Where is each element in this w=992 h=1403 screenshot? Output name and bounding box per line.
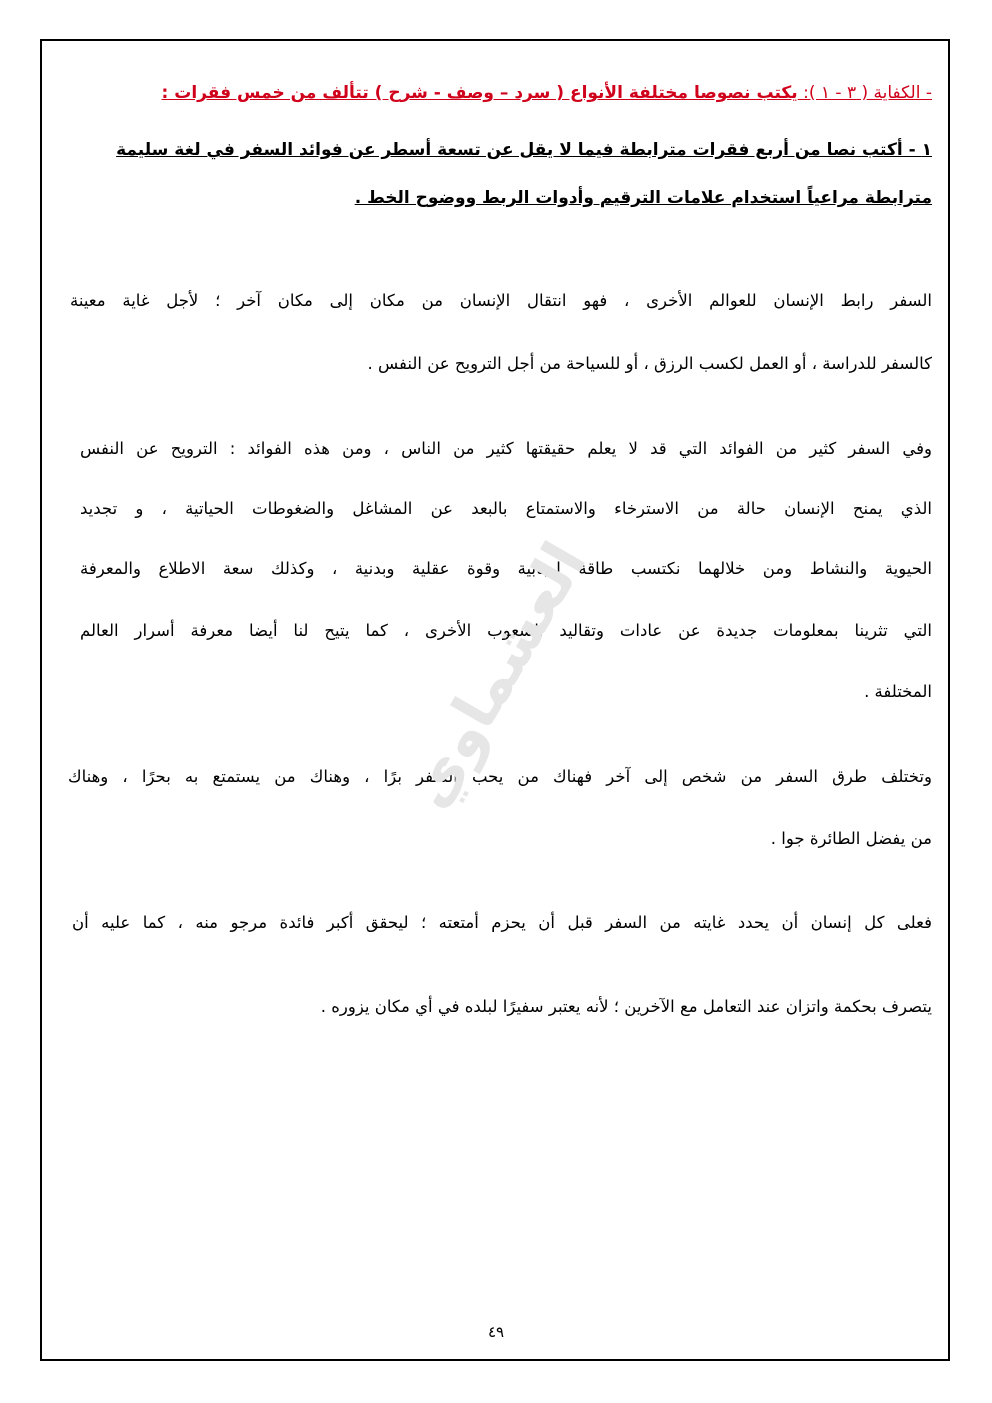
- page-number: ٤٩: [487, 1323, 505, 1341]
- paragraph-2-line-4: التي تثرينا بمعلومات جديدة عن عادات وتقاليد الشعوب الأخرى ، كما يتيح لنا أيضا معرفة أسرار العالم: [80, 621, 932, 640]
- paragraph-2-line-2: الذي يمنح الإنسان حالة من الاسترخاء والاستمتاع بالبعد عن المشاغل والضغوطات الحياتية ، و تجديد: [80, 499, 932, 518]
- paragraph-1-line-1: السفر رابط الإنسان للعوالم الأخرى ، فهو انتقال الإنسان من مكان إلى مكان آخر ؛ لأجل غاية معينة: [70, 291, 932, 310]
- paragraph-3-line-1: وتختلف طرق السفر من شخص إلى آخر فهناك من يحب السفر برًا ، وهناك من يستمتع به بحرًا ، وهناك: [68, 767, 932, 786]
- paragraph-4-line-1: فعلى كل إنسان أن يحدد غايته من السفر قبل أن يحزم أمتعته ؛ ليحقق أكبر فائدة مرجو منه ، كما عليه أن: [72, 913, 932, 932]
- competency-text: يكتب نصوصا مختلفة الأنواع ( سرد – وصف - شرح ) تتألف من خمس فقرات :: [161, 83, 798, 103]
- paragraph-3-line-2: من يفضل الطائرة جوا .: [770, 829, 932, 848]
- competency-prefix: - الكفاية ( ٣ - ١ ):: [797, 83, 932, 103]
- task-line-1: ١ - أكتب نصا من أربع فقرات مترابطة فيما لا يقل عن تسعة أسطر عن فوائد السفر في لغة سليمة: [116, 140, 932, 160]
- competency-heading: [60, 83, 932, 113]
- paragraph-2-line-5: المختلفة .: [864, 682, 932, 701]
- paragraph-4-line-2: يتصرف بحكمة واتزان عند التعامل مع الآخرين ؛ لأنه يعتبر سفيرًا لبلده في أي مكان يزوره .: [320, 997, 932, 1016]
- paragraph-2-line-1: وفي السفر كثير من الفوائد التي قد لا يعلم حقيقتها كثير من الناس ، ومن هذه الفوائد : الترويح عن النفس: [80, 439, 932, 458]
- paragraph-2-line-3: الحيوية والنشاط ومن خلالهما نكتسب طاقة إيجابية وقوة عقلية وبدنية ، وكذلك سعة الاطلاع والمعرفة: [80, 559, 932, 578]
- task-line-2: مترابطة مراعياً استخدام علامات الترقيم وأدوات الربط ووضوح الخط .: [354, 188, 932, 208]
- watermark: العشماوي: [393, 530, 601, 820]
- paragraph-1-line-2: كالسفر للدراسة ، أو العمل لكسب الرزق ، أو للسياحة من أجل الترويح عن النفس .: [367, 354, 932, 373]
